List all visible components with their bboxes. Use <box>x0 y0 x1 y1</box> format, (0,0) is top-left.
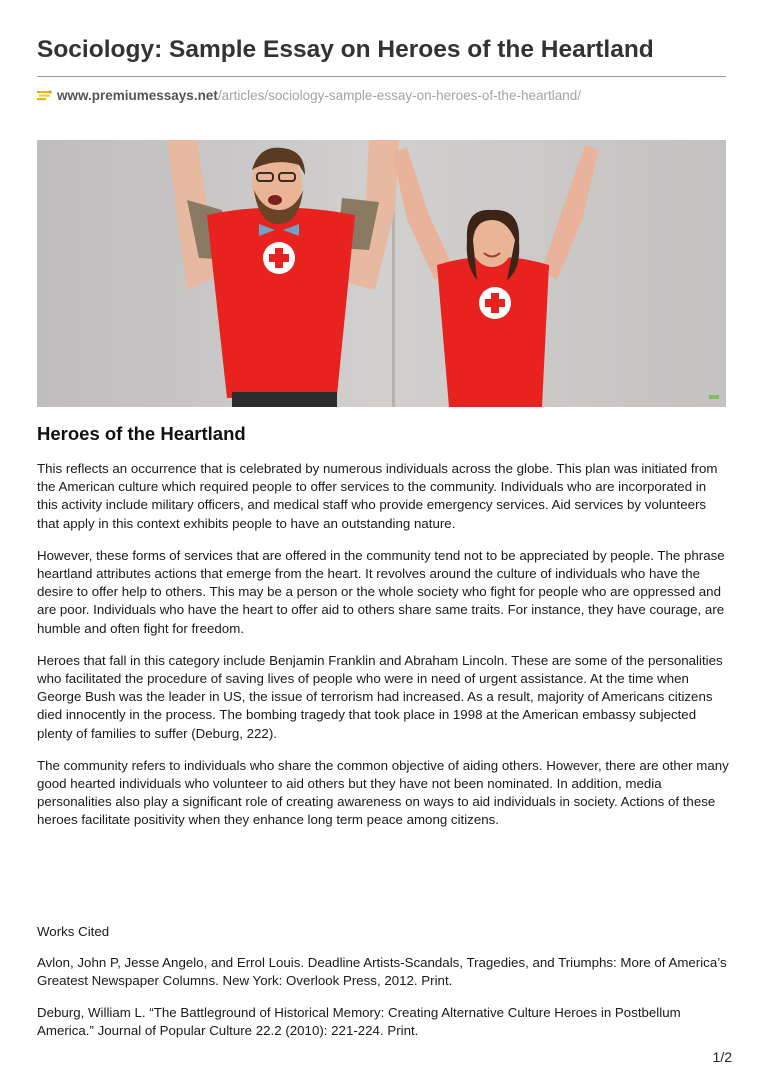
works-cited <box>37 923 729 1053</box>
source-url-line[interactable] <box>37 86 581 104</box>
hero-photo <box>37 140 726 407</box>
source-path[interactable]: /articles/sociology-sample-essay-on-heroes-of-the-heartland/ <box>217 87 581 103</box>
page-title: Sociology: Sample Essay on Heroes of the Heartland <box>37 36 654 63</box>
essay-body <box>37 460 729 844</box>
link-favicon-icon <box>37 89 52 101</box>
essay-paragraph: Heroes that fall in this category include Benjamin Franklin and Abraham Lincoln. These are some of the personalities who facilitated the procedure of saving lives of people who were in need of urgent assistance. At the time when George Bush was the leader in US, the issue of terrorism had increased. As a result, majority of Americans citizens died innocently in the process. The bombing tragedy that took place in 1998 at the American embassy subjected plenty of families to suffer (Deburg, 222). <box>37 652 723 741</box>
citation-entry: Avlon, John P, Jesse Angelo, and Errol Louis. Deadline Artists-Scandals, Tragedies, and Triumphs: More of America’s Greatest Newspaper Columns. New York: Overlook Press, 2012. Print. <box>37 955 727 989</box>
citation-entry: Deburg, William L. “The Battleground of Historical Memory: Creating Alternative Culture Heroes in Postbellum America.” Journal of Popular Culture 22.2 (2010): 221-224. Print. <box>37 1004 681 1038</box>
source-domain[interactable]: www.premiumessays.net <box>57 87 218 103</box>
works-cited-heading: Works Cited <box>37 924 110 939</box>
page-number: 1/2 <box>712 1049 732 1065</box>
essay-paragraph: The community refers to individuals who share the common objective of aiding others. However, there are other many good hearted individuals who volunteer to aid others but they have not been nominated. In addition, media personalities also play a significant role of creating awareness on ways to aid individuals in society. Actions of these heroes facilitate positivity when they enhance long term peace among citizens. <box>37 757 729 828</box>
title-divider <box>37 76 726 77</box>
section-heading: Heroes of the Heartland <box>37 423 246 444</box>
essay-paragraph: This reflects an occurrence that is celebrated by numerous individuals across the globe. This plan was initiated from the American culture which required people to offer services to the community. Individuals who are incorporated in this activity include military officers, and medical staff who provide emergency services. Aid services by volunteers that apply in this context exhibits people to have an outstanding nature. <box>37 461 718 531</box>
essay-paragraph: However, these forms of services that are offered in the community tend not to be appreciated by people. The phrase heartland attributes actions that emerge from the heart. It revolves around the culture of individuals who have the desire to offer help to others. This may be a person or the whole society who fight for people who are oppressed and are poor. Individuals who have the heart to offer aid to others share same traits. For instance, they have courage, are humble and often fight for freedom. <box>37 547 725 636</box>
